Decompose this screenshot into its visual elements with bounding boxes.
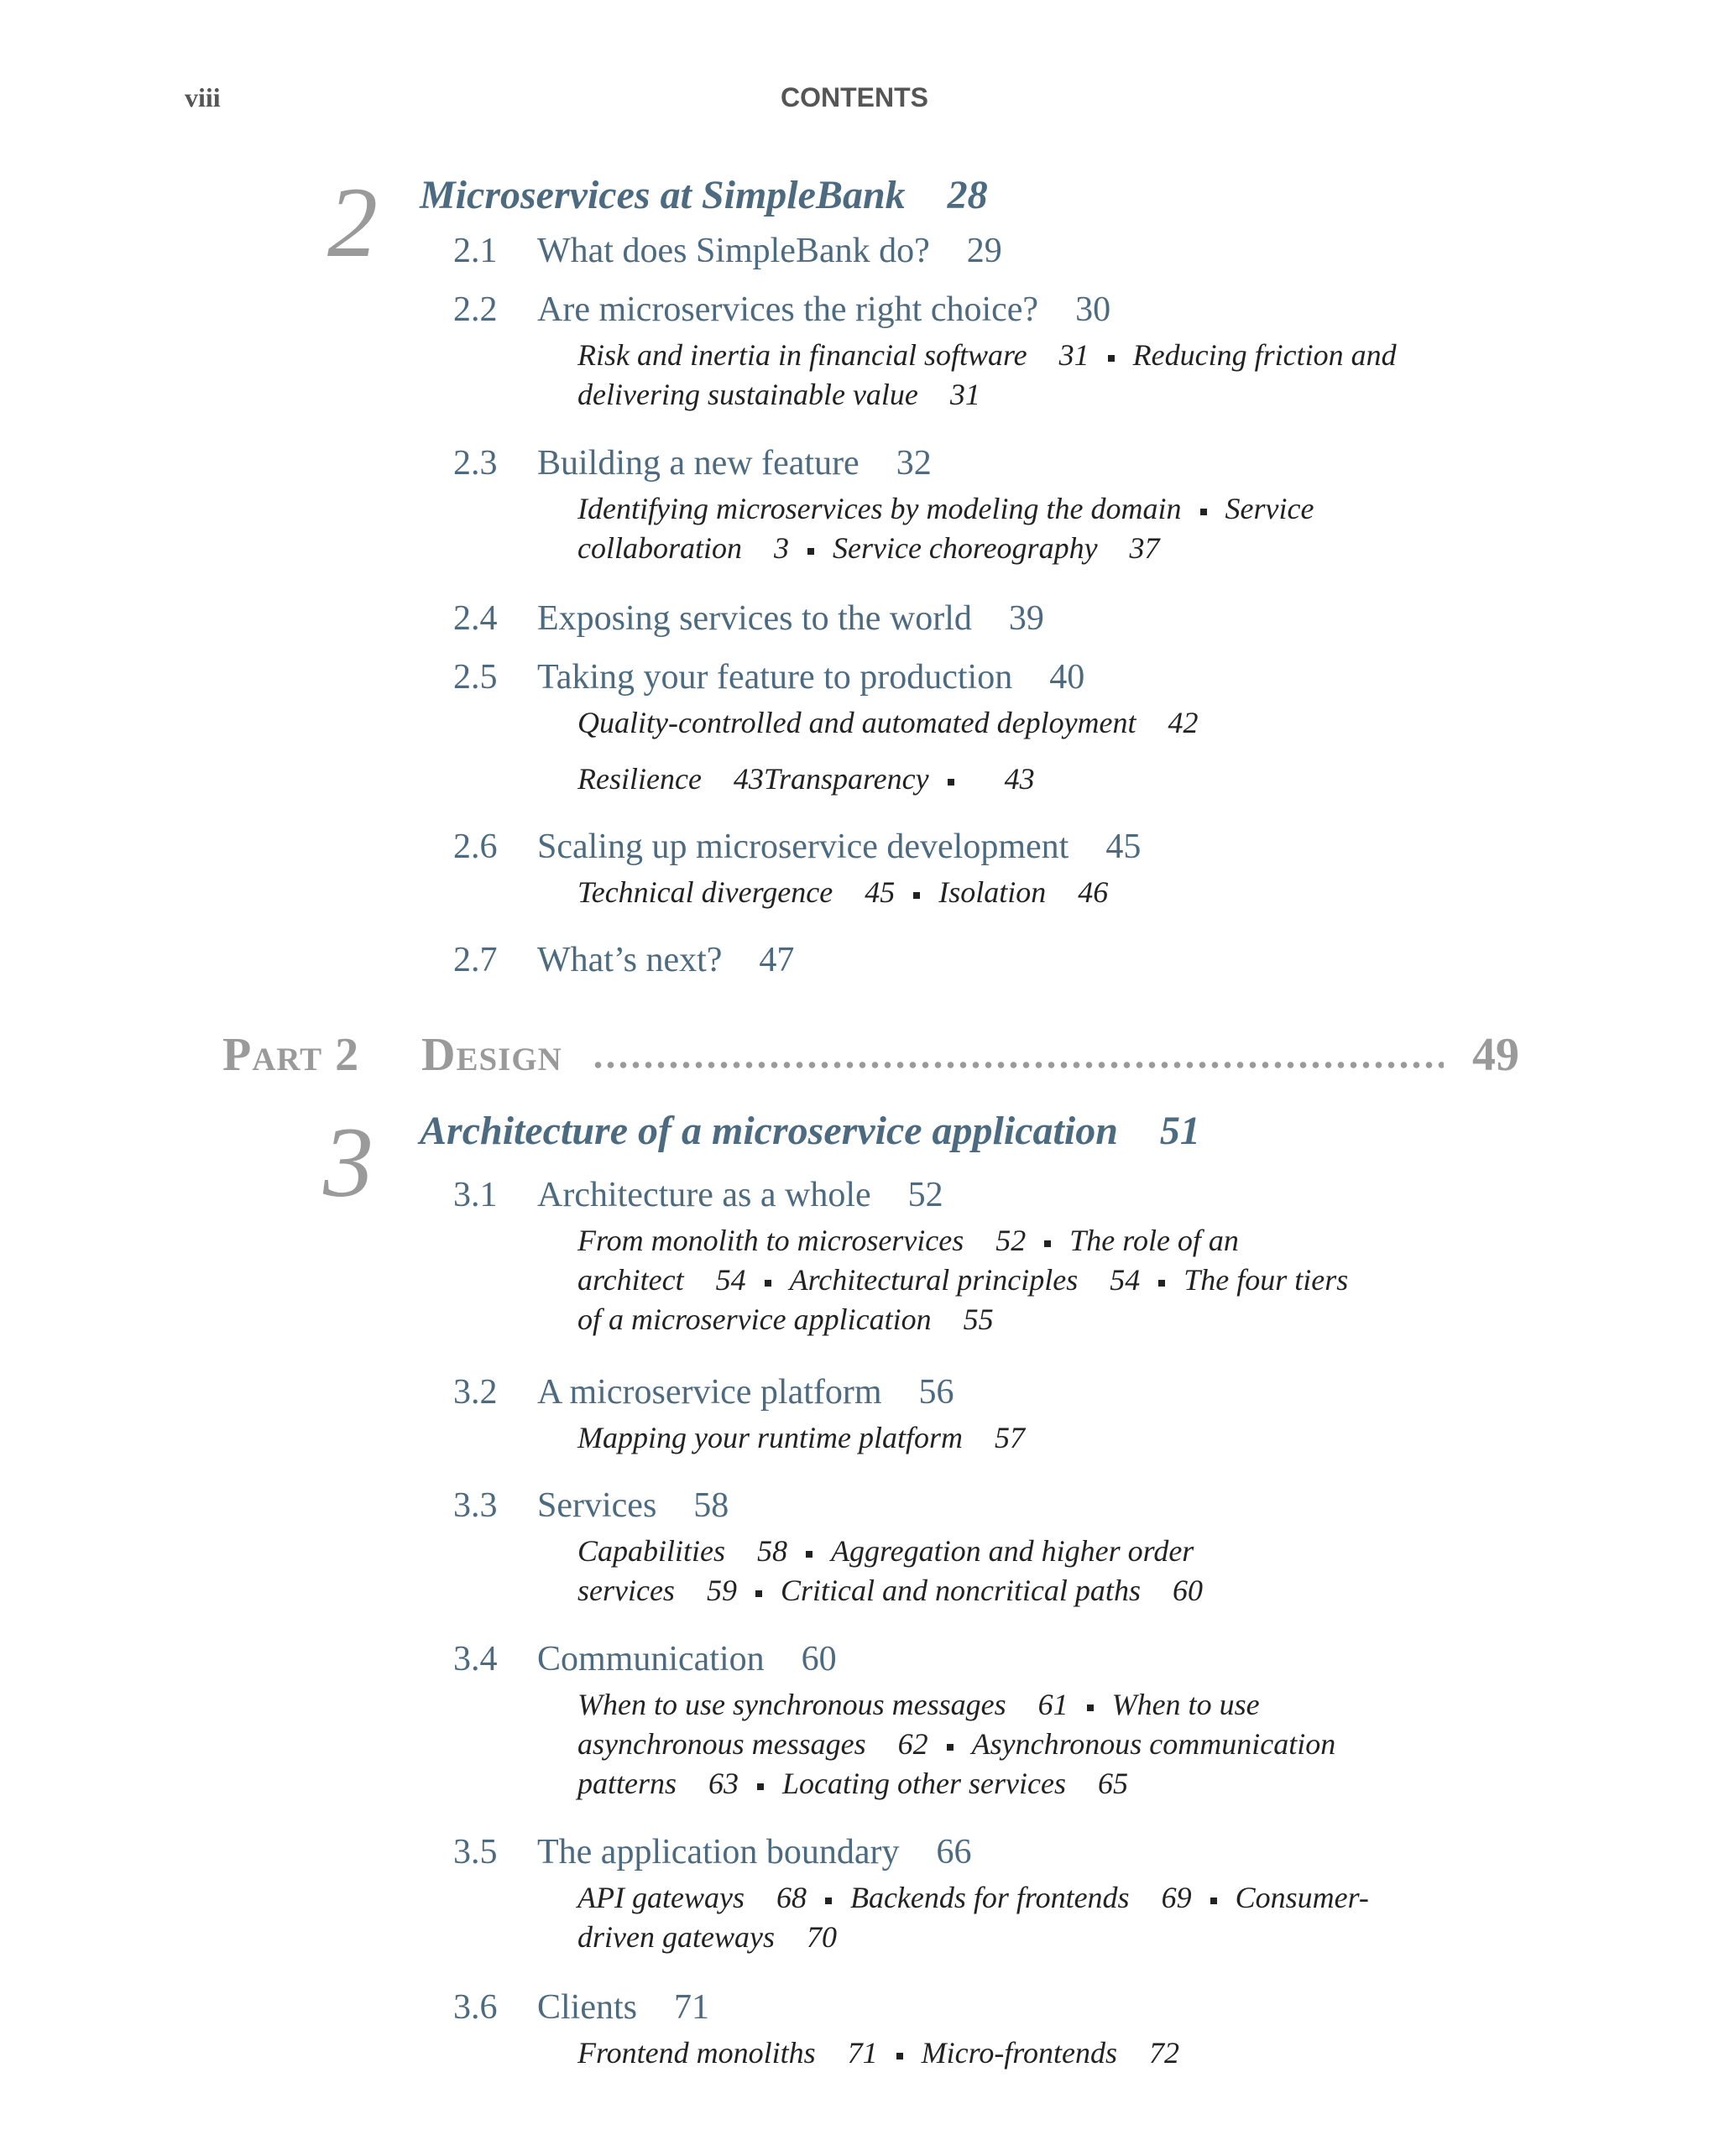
chapter-title-text: Architecture of a microservice application — [420, 1109, 1118, 1153]
section-page: 45 — [1105, 827, 1142, 866]
subsection-page: 42 — [1168, 706, 1199, 739]
subsection-line — [577, 1878, 1369, 1918]
section-number: 2.6 — [453, 827, 498, 866]
subsection-page: 69 — [1161, 1881, 1192, 1914]
section-title — [537, 827, 1141, 867]
subsection-title[interactable]: Capabilities — [577, 1534, 726, 1568]
subsection-page: 57 — [994, 1421, 1025, 1454]
subsection-title[interactable]: Mapping your runtime platform — [577, 1421, 963, 1454]
subsection-title[interactable]: patterns — [577, 1767, 677, 1800]
section-entry[interactable] — [453, 657, 1293, 699]
subsection-line — [577, 336, 1397, 375]
subsection-title[interactable]: Resilience — [577, 762, 702, 796]
subsection-title[interactable]: of a microservice application — [577, 1302, 932, 1336]
section-title — [537, 290, 1110, 330]
section-number: 2.7 — [453, 941, 498, 979]
chapter-3-number: 3 — [323, 1106, 374, 1218]
section-title-text: Exposing services to the world — [537, 599, 972, 638]
section-title — [537, 1485, 729, 1526]
subsection-title[interactable]: collaboration — [577, 531, 742, 565]
section-entry[interactable] — [453, 1372, 1293, 1414]
subsection-title[interactable]: services — [577, 1574, 675, 1607]
section-page: 40 — [1049, 658, 1085, 697]
section-entry[interactable] — [453, 940, 1293, 982]
subsection-page: 52 — [995, 1224, 1027, 1257]
subsection-page: 68 — [776, 1881, 807, 1914]
section-title — [537, 231, 1002, 271]
section-number: 2.5 — [453, 658, 498, 697]
subsection-title[interactable]: Frontend monoliths — [577, 2036, 816, 2070]
subsection-page: 71 — [847, 2036, 878, 2070]
section-page: 30 — [1075, 290, 1111, 329]
subsection-line — [577, 1221, 1239, 1261]
section-title-text: What does SimpleBank do? — [537, 232, 930, 270]
section-entry[interactable] — [453, 1987, 1293, 2029]
bullet-separator — [807, 548, 814, 555]
section-entry[interactable] — [453, 598, 1293, 640]
section-number: 2.4 — [453, 599, 498, 638]
chapter-page: 28 — [947, 173, 988, 217]
running-header: CONTENTS — [781, 82, 928, 112]
bullet-separator — [1044, 1240, 1051, 1247]
chapter-2-title[interactable] — [420, 172, 988, 218]
section-entry[interactable] — [453, 290, 1293, 331]
subsection-page: 54 — [1110, 1263, 1141, 1297]
subsection-page: 31 — [949, 378, 980, 411]
section-title — [537, 940, 794, 980]
bullet-separator — [1158, 1280, 1165, 1287]
bullet-separator — [896, 2053, 903, 2059]
subsection-title[interactable]: Quality-controlled and automated deployment — [577, 706, 1136, 739]
subsection-title[interactable]: delivering sustainable value — [577, 378, 918, 411]
section-title-text: Scaling up microservice development — [537, 827, 1069, 866]
part-2-heading[interactable] — [222, 1028, 1519, 1087]
section-title — [537, 1175, 943, 1215]
bullet-separator — [1087, 1704, 1094, 1711]
subsection-line — [577, 1300, 994, 1339]
dot-leader — [592, 1060, 1444, 1070]
subsection-line — [577, 2033, 1179, 2073]
section-entry[interactable] — [453, 827, 1293, 869]
bullet-separator — [913, 892, 920, 899]
subsection-line — [577, 703, 1199, 743]
subsection-title[interactable]: API gateways — [577, 1881, 745, 1914]
subsection-title[interactable]: Service choreography — [833, 531, 1098, 565]
section-title-text: Building a new feature — [537, 444, 860, 483]
bullet-separator — [1210, 1898, 1217, 1904]
subsection-page: 31 — [1058, 338, 1089, 372]
subsection-line — [577, 1725, 1335, 1764]
subsection-title[interactable]: Technical divergence — [577, 875, 833, 909]
bullet-separator — [947, 1744, 954, 1751]
chapter-title-text: Microservices at SimpleBank — [420, 173, 906, 217]
subsection-line — [577, 1418, 1025, 1458]
section-number: 2.1 — [453, 232, 498, 270]
section-number: 3.4 — [453, 1640, 498, 1678]
subsection-line — [577, 1764, 1128, 1804]
subsection-page: 59 — [706, 1574, 737, 1607]
subsection-page: 61 — [1037, 1688, 1068, 1721]
section-title — [537, 443, 932, 483]
subsection-line — [577, 1532, 1194, 1571]
bullet-separator — [806, 1551, 812, 1558]
section-page: 71 — [674, 1988, 710, 2027]
subsection-page: 63 — [708, 1767, 739, 1800]
section-page: 32 — [896, 444, 932, 483]
subsection-title[interactable]: asynchronous messages — [577, 1727, 866, 1761]
subsection-page: 54 — [715, 1263, 746, 1297]
section-page: 58 — [693, 1486, 729, 1525]
section-entry[interactable] — [453, 1175, 1293, 1217]
section-title-text: The application boundary — [537, 1833, 900, 1871]
subsection-line — [577, 760, 1035, 799]
subsection-line — [577, 873, 1108, 912]
section-title-text: Architecture as a whole — [537, 1176, 871, 1214]
section-title-text: Services — [537, 1486, 657, 1525]
section-page: 66 — [936, 1833, 972, 1871]
subsection-title[interactable]: Isolation — [938, 875, 1047, 909]
section-number: 2.3 — [453, 444, 498, 483]
bullet-separator — [948, 779, 954, 786]
section-number: 3.6 — [453, 1988, 498, 2027]
subsection-title[interactable]: driven gateways — [577, 1920, 775, 1954]
subsection-title[interactable]: Critical and noncritical paths — [780, 1574, 1141, 1607]
subsection-line — [577, 1685, 1260, 1725]
bullet-separator — [1108, 355, 1115, 362]
subsection-title[interactable]: Backends for frontends — [849, 1881, 1130, 1914]
subsection-title[interactable]: The four tiers — [1183, 1263, 1349, 1297]
section-page: 39 — [1008, 599, 1044, 638]
subsection-page: 43Transparency — [733, 762, 929, 796]
section-page: 47 — [759, 941, 795, 979]
section-title-text: Communication — [537, 1640, 765, 1678]
section-title-text: What’s next? — [537, 941, 723, 979]
section-title — [537, 1832, 972, 1872]
subsection-line — [577, 1918, 837, 1957]
part-title: Design — [421, 1029, 562, 1081]
subsection-page: 46 — [1078, 875, 1109, 909]
section-entry[interactable] — [453, 1639, 1293, 1681]
subsection-line — [577, 529, 1160, 568]
section-number: 2.2 — [453, 290, 498, 329]
subsection-line — [577, 1261, 1348, 1300]
subsection-page: 60 — [1172, 1574, 1203, 1607]
subsection-page: 70 — [806, 1920, 837, 1954]
subsection-title[interactable]: Aggregation and higher order — [831, 1534, 1194, 1568]
part-label: Part 2 — [222, 1029, 360, 1081]
subsection-title[interactable]: Asynchronous communication — [971, 1727, 1336, 1761]
chapter-2-number: 2 — [327, 166, 378, 278]
section-title-text: A microservice platform — [537, 1373, 882, 1412]
subsection-title[interactable]: Locating other services — [782, 1767, 1066, 1800]
subsection-page: 45 — [865, 875, 896, 909]
section-entry[interactable] — [453, 443, 1293, 485]
subsection-title[interactable]: Consumer- — [1235, 1881, 1369, 1914]
section-page: 52 — [907, 1176, 943, 1214]
subsection-title[interactable]: From monolith to microservices — [577, 1224, 964, 1257]
subsection-title[interactable]: When to use — [1111, 1688, 1260, 1721]
section-title-text: Taking your feature to production — [537, 658, 1013, 697]
subsection-page: 72 — [1148, 2036, 1179, 2070]
section-title — [537, 598, 1044, 639]
page-number: viii — [185, 82, 221, 112]
subsection-title[interactable]: Reducing friction and — [1132, 338, 1397, 372]
section-title-text: Are microservices the right choice? — [537, 290, 1039, 329]
section-page: 60 — [801, 1640, 837, 1678]
subsection-page: 3 — [774, 531, 789, 565]
subsection-title[interactable]: When to use synchronous messages — [577, 1688, 1006, 1721]
subsection-page: 37 — [1129, 531, 1160, 565]
subsection-title[interactable]: Micro-frontends — [921, 2036, 1117, 2070]
subsection-line — [577, 1571, 1203, 1610]
bullet-separator — [765, 1280, 771, 1287]
subsection-title[interactable]: architect — [577, 1263, 684, 1297]
section-number: 3.5 — [453, 1833, 498, 1871]
subsection-line — [577, 489, 1314, 529]
section-number: 3.1 — [453, 1176, 498, 1214]
subsection-title[interactable]: Risk and inertia in financial software — [577, 338, 1027, 372]
section-entry[interactable] — [453, 1832, 1293, 1874]
subsection-page: 65 — [1097, 1767, 1128, 1800]
bullet-separator — [825, 1898, 832, 1904]
part-page: 49 — [1472, 1029, 1519, 1081]
subsection-page: 43 — [1004, 762, 1035, 796]
subsection-page: 62 — [897, 1727, 928, 1761]
bullet-separator — [757, 1783, 764, 1790]
section-title — [537, 657, 1084, 697]
section-page: 29 — [966, 232, 1002, 270]
subsection-title[interactable]: Identifying microservices by modeling the domain — [577, 492, 1182, 525]
subsection-page: 58 — [757, 1534, 788, 1568]
bullet-separator — [1200, 509, 1207, 515]
subsection-title[interactable]: The role of an — [1069, 1224, 1239, 1257]
section-page: 56 — [918, 1373, 954, 1412]
section-entry[interactable] — [453, 231, 1293, 273]
section-entry[interactable] — [453, 1485, 1293, 1527]
subsection-title[interactable]: Architectural principles — [789, 1263, 1079, 1297]
bullet-separator — [755, 1590, 762, 1597]
chapter-page: 51 — [1159, 1109, 1200, 1153]
section-title — [537, 1372, 954, 1412]
section-title-text: Clients — [537, 1988, 638, 2027]
chapter-3-title[interactable] — [420, 1108, 1200, 1154]
subsection-title[interactable]: Service — [1225, 492, 1314, 525]
section-number: 3.2 — [453, 1373, 498, 1412]
subsection-page: 55 — [963, 1302, 994, 1336]
section-title — [537, 1639, 837, 1679]
section-number: 3.3 — [453, 1486, 498, 1525]
section-title — [537, 1987, 709, 2028]
subsection-line — [577, 375, 980, 415]
